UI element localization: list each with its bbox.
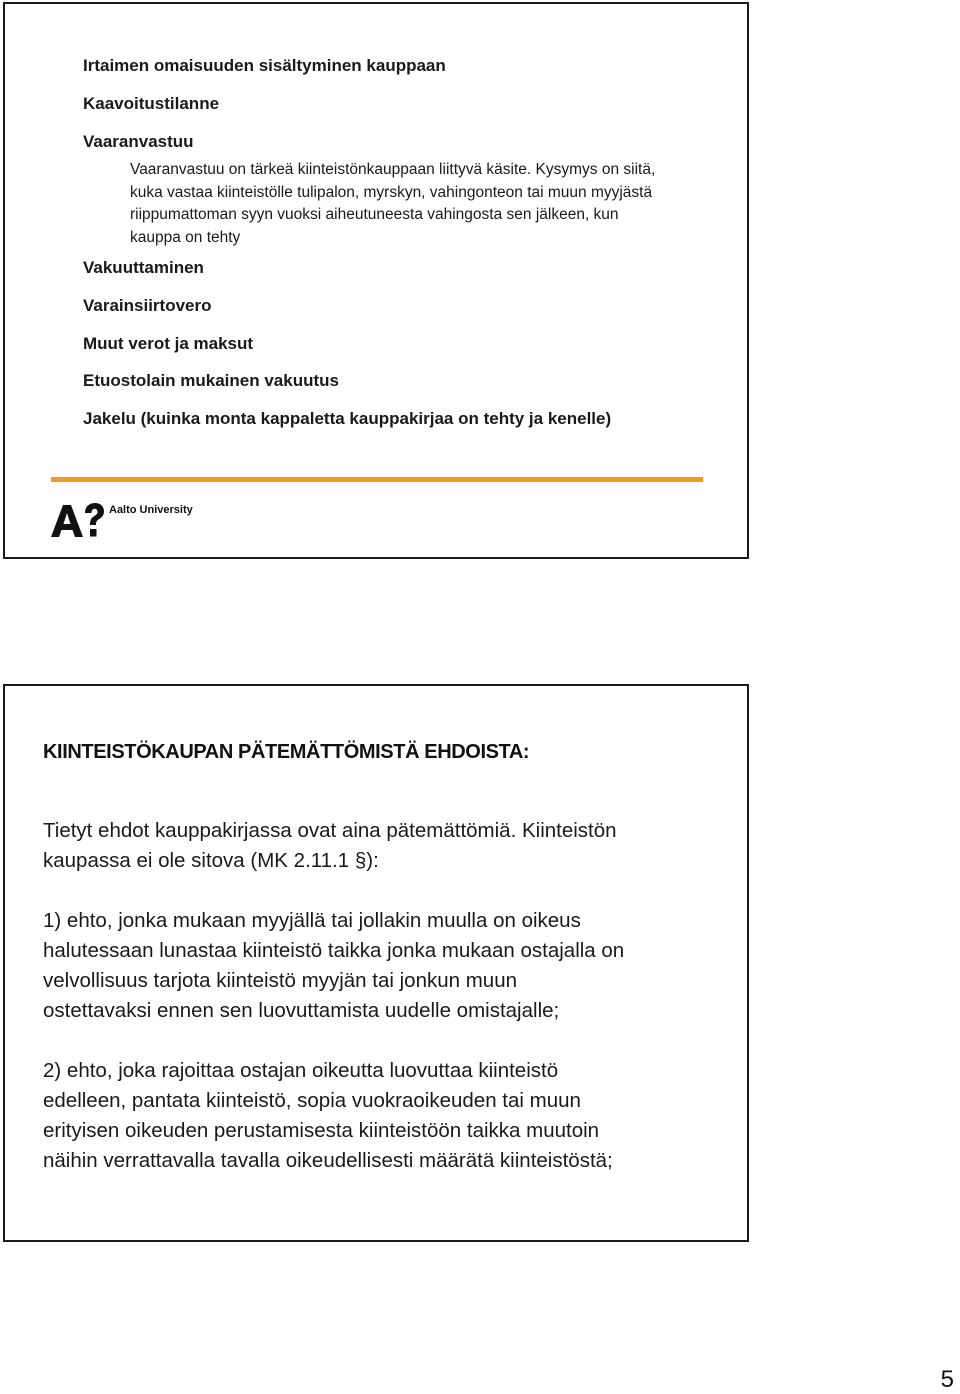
vaaranvastuu-description — [130, 159, 720, 249]
paragraph-line: Tietyt ehdot kauppakirjassa ovat aina pätemättömiä. Kiinteistön — [43, 819, 617, 842]
condition-2-paragraph — [43, 1056, 723, 1176]
heading-kaavoitustilanne: Kaavoitustilanne — [83, 94, 220, 113]
paragraph-line: 2) ehto, joka rajoittaa ostajan oikeutta luovuttaa kiinteistö — [43, 1059, 559, 1082]
body-line: riippumattoman syyn vuoksi aiheutuneesta vahingosta sen jälkeen, kun — [130, 206, 619, 223]
heading-jakelu: Jakelu (kuinka monta kappaletta kauppakirjaa on tehty ja kenelle) — [83, 409, 612, 428]
paragraph-line: kaupassa ei ole sitova (MK 2.11.1 §): — [43, 849, 379, 872]
intro-paragraph — [43, 816, 723, 876]
paragraph-line: ostettavaksi ennen sen luovuttamista uudelle omistajalle; — [43, 999, 560, 1022]
paragraph-line: näihin verrattavalla tavalla oikeudellisesti määrätä kiinteistöstä; — [43, 1149, 613, 1172]
orange-divider — [51, 477, 703, 482]
heading-vaaranvastuu: Vaaranvastuu — [83, 132, 194, 151]
heading-vakuuttaminen: Vakuuttaminen — [83, 258, 204, 277]
slide-2-title: KIINTEISTÖKAUPAN PÄTEMÄTTÖMISTÄ EHDOISTA: — [43, 741, 530, 763]
body-line: Vaaranvastuu on tärkeä kiinteistönkauppaan liittyvä käsite. Kysymys on siitä, — [130, 161, 656, 178]
slide-1 — [3, 2, 749, 559]
paragraph-line: edelleen, pantata kiinteistö, sopia vuokraoikeuden tai muun — [43, 1089, 581, 1112]
heading-varainsiirtovero: Varainsiirtovero — [83, 296, 212, 315]
heading-etuostolain: Etuostolain mukainen vakuutus — [83, 371, 339, 390]
paragraph-line: halutessaan lunastaa kiinteistö taikka jonka mukaan ostajalla on — [43, 939, 625, 962]
heading-irtaimen-omaisuuden: Irtaimen omaisuuden sisältyminen kauppaan — [83, 56, 446, 75]
heading-muut-verot: Muut verot ja maksut — [83, 334, 254, 353]
body-line: kauppa on tehty — [130, 228, 241, 246]
body-line: kuka vastaa kiinteistölle tulipalon, myrskyn, vahingonteon tai muun myyjästä — [130, 183, 653, 201]
aalto-logo-text: Aalto University — [109, 504, 193, 516]
paragraph-line: velvollisuus tarjota kiinteistö myyjän tai jonkun muun — [43, 969, 518, 992]
aalto-logo-icon — [49, 501, 105, 541]
paragraph-line: 1) ehto, jonka mukaan myyjällä tai jollakin muulla on oikeus — [43, 909, 581, 932]
paragraph-line: erityisen oikeuden perustamisesta kiinteistöön taikka muutoin — [43, 1119, 600, 1142]
slide-2 — [3, 684, 749, 1242]
condition-1-paragraph — [43, 906, 723, 1026]
page-number: 5 — [940, 1366, 954, 1393]
